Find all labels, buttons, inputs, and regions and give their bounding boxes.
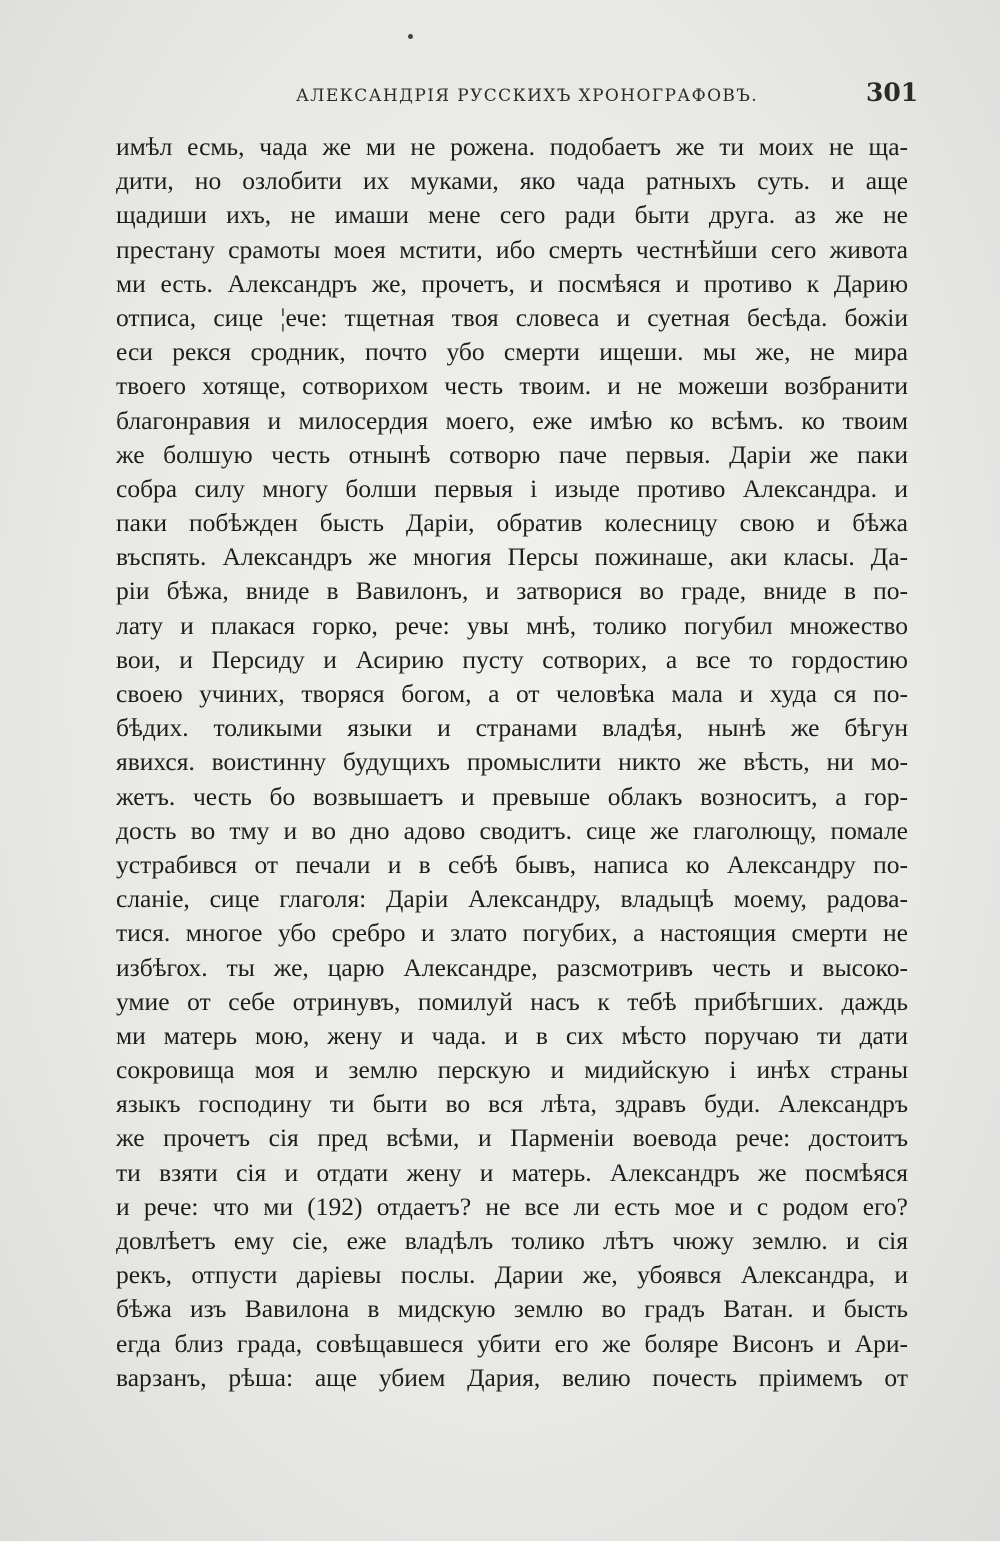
body-text [116,130,908,1395]
text-line: избѣгох. ты же, царю Александре, разсмотривъ честь и высоко- [116,952,908,982]
text-line: престану срамоты моея мстити, ибо смерть честнѣйши сего живота [116,234,908,264]
text-line: устрабився от печали и в себѣ бывъ, написа ко Александру по- [116,849,908,879]
text-line: ріи бѣжа, вниде в Вавилонъ, и затворися во граде, вниде в по- [116,576,908,606]
text-line: языкъ господину ти быти во вся лѣта, здравъ буди. Александръ [116,1089,908,1119]
text-line: егда близ града, совѣщавшеся убити его же боляре Висонъ и Ари- [116,1328,908,1358]
text-line: сланіе, сице глаголя: Даріи Александру, владыцѣ моему, радова- [116,884,908,914]
text-line: ми есть. Александръ же, прочетъ, и посмѣяся и противо к Дарию [116,268,908,298]
text-line: рекъ, отпусти даріевы послы. Дарии же, убоявся Александра, и [116,1260,908,1290]
text-line: дити, но озлобити их муками, яко чада ратныхъ суть. и аще [116,166,908,196]
running-head [0,78,1000,114]
text-line: вои, и Персиду и Асирию пусту сотворих, а все то гордостию [116,644,908,674]
text-line: варзанъ, рѣша: аще убием Дария, велию почесть пріимемъ от [116,1362,908,1392]
text-line: жетъ. честь бо возвышаетъ и превыше облакъ возноситъ, а гор- [116,781,908,811]
text-line: и рече: что ми (192) отдаетъ? не все ли есть мое и с родом его? [116,1191,908,1221]
text-line: сокровища моя и землю перскую и мидийскую і инѣх страны [116,1055,908,1085]
text-line: бѣдих. толикыми языки и странами владѣя, нынѣ же бѣгун [116,713,908,743]
text-line: твоего хотяще, сотворихом честь твоим. и не можеши возбранити [116,371,908,401]
text-line: ми матерь мою, жену и чада. и в сих мѣсто поручаю ти дати [116,1020,908,1050]
text-line: щадиши ихъ, не имаши мене сего ради быти друга. аз же не [116,200,908,230]
text-line: паки побѣжден бысть Даріи, обратив колесницу свою и бѣжа [116,508,908,538]
text-line: благонравия и милосердия моего, еже имѣю ко всѣмъ. ко твоим [116,405,908,435]
printer-mark-dot [408,34,413,39]
page-number: 301 [866,78,919,107]
running-title: АЛЕКСАНДРІЯ РУССКИХЪ ХРОНОГРАФОВЪ. [296,86,759,106]
text-line: имѣл есмь, чада же ми не рожена. подобаетъ же ти моих не ща- [116,132,908,161]
text-line: бѣжа изъ Вавилона в мидскую землю во градъ Ватан. и бысть [116,1294,908,1324]
text-line: собра силу многу болши первыя і изыде противо Александра. и [116,473,908,503]
text-line: же болшую честь отнынѣ сотворю паче первыя. Даріи же паки [116,439,908,469]
text-line: явихся. воистинну будущихъ промыслити никто же вѣсть, ни мо- [116,747,908,777]
text-line: еси рекся сродник, почто убо смерти ищеши. мы же, не мира [116,337,908,367]
text-line: довлѣетъ ему сіе, еже владѣлъ толико лѣтъ чюжу землю. и сія [116,1226,908,1255]
text-line: въспять. Александръ же многия Персы пожинаше, аки класы. Да- [116,542,908,572]
text-line: ти взяти сія и отдати жену и матерь. Александръ же посмѣяся [116,1157,908,1187]
text-line: умие от себе отринувъ, помилуй насъ к тебѣ прибѣгших. даждь [116,986,908,1016]
text-line: лату и плакася горко, рече: увы мнѣ, толико погубил множество [116,610,908,640]
text-line: дость во тму и во дно адово сводитъ. сице же глаголющу, помале [116,815,908,845]
text-line: тися. многое убо сребро и злато погубих, а настоящия смерти не [116,918,908,948]
text-line: же прочетъ сія пред всѣми, и Парменіи воевода рече: достоитъ [116,1123,908,1153]
text-line: своею учиних, творяся богом, а от человѣка мала и худа ся по- [116,679,908,708]
text-line: отписа, сице ¦ече: тщетная твоя словеса и суетная бесѣда. божіи [116,302,908,332]
